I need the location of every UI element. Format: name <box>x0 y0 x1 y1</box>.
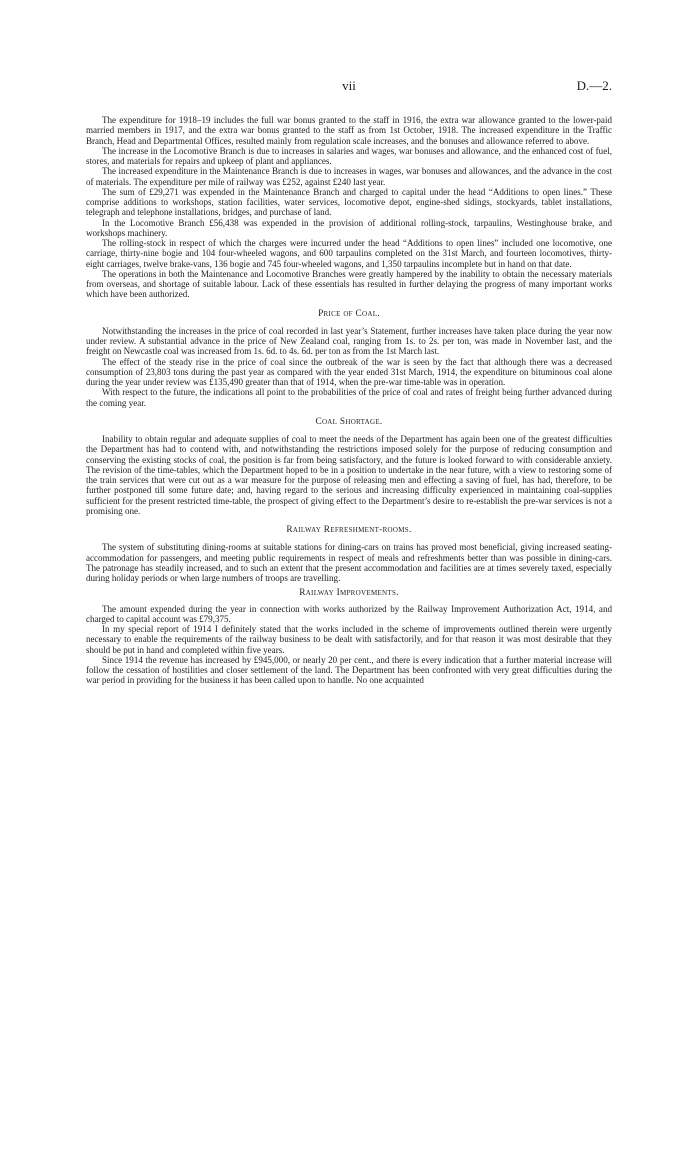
paragraph: Inability to obtain regular and adequate supplies of coal to meet the needs of the Department has again been one of the greatest difficulties the Department has had to contend with, and notwithstanding the restrictions imposed solely for the purpose of reducing consumption and conserving the existing stocks of coal, the position is far from being satisfactory, and the future is looked forward to with considerable anxiety. The revision of the time-tables, which the Department hoped to be in a position to undertake in the near future, with a view to restoring some of the train services that were cut out as a war measure for the purpose of releasing men and effecting a saving of fuel, has had, therefore, to be further postponed till some future date; and, having regard to the serious and increasing difficulty experienced in maintaining coal-supplies sufficient for the present restricted time-table, the prospect of giving effect to the Department’s desire to re-establish the pre-war services is not a promising one. <box>86 434 612 516</box>
paragraph: Notwithstanding the increases in the price of coal recorded in last year’s Statement, further increases have taken place during the year now under review. A substantial advance in the price of New Zealand coal, ranging from 1s. to 2s. per ton, was made in November last, and the freight on Newcastle coal was increased from 1s. 6d. to 4s. 6d. per ton as from the 1st March last. <box>86 325 612 357</box>
paragraph: In the Locomotive Branch £56,438 was expended in the provision of additional rolling-stock, tarpaulins, Westinghouse brake, and workshops machinery. <box>86 217 612 238</box>
section-heading: Price of Coal. <box>318 308 380 319</box>
refreshment-rooms-section <box>86 525 612 583</box>
paragraph: With respect to the future, the indications all point to the probabilities of the price of coal and rates of freight being further advanced during the coming year. <box>86 387 612 408</box>
page-number: vii <box>342 78 356 93</box>
section-heading: Coal Shortage. <box>315 416 383 427</box>
paragraph: The effect of the steady rise in the price of coal since the outbreak of the war is seen by the fact that although there was a decreased consumption of 23,803 tons during the past year as compared with the year ended 31st March, 1914, the expenditure on bituminous coal alone during the year under review was £135,490 greater than that of 1914, when the pre-war time-table was in operation. <box>86 356 612 387</box>
paragraph: The system of substituting dining-rooms at suitable stations for dining-cars on trains has proved most beneficial, giving increased seating-accommodation for passengers, and meeting public requirements in respect of meals and refreshments better than was possible in dining-cars. The patronage has steadily increased, and to such an extent that the present accommodation and facilities are at times severely taxed, especially during holiday periods or when large numbers of troops are travelling. <box>86 542 612 583</box>
paragraph: The amount expended during the year in connection with works authorized by the Railway Improvement Authorization Act, 1914, and charged to capital account was £79,375. <box>86 603 612 624</box>
document-body <box>86 115 612 686</box>
price-of-coal-section <box>86 309 612 408</box>
paragraph: In my special report of 1914 I definitely stated that the works included in the scheme of improvements outlined therein were urgently necessary to enable the requirements of the railway business to be dealt with satisfactorily, and for that reason it was most desirable that they should be put in hand and completed within five years. <box>86 624 612 655</box>
paragraph: The sum of £29,271 was expended in the Maintenance Branch and charged to capital under the head “Additions to open lines.” These comprise additions to workshops, station facilities, water services, locomotive depot, engine-shed sidings, stockyards, tablet installations, telegraph and telephone installations, bridges, and purchase of land. <box>86 186 612 218</box>
page-header <box>86 78 612 94</box>
paragraph: The operations in both the Maintenance and Locomotive Branches were greatly hampered by the inability to obtain the necessary materials from overseas, and shortage of suitable labour. Lack of these essentials has resulted in further delaying the progress of many important works which have been authorized. <box>86 268 612 300</box>
paragraph: Since 1914 the revenue has increased by £945,000, or nearly 20 per cent., and there is every indication that a further material increase will follow the cessation of hostilities and closer settlement of the land. The Department has been confronted with very great difficulties during the war period in providing for the business it has been called upon to handle. No one acquainted <box>86 654 612 686</box>
railway-improvements-section <box>86 588 612 685</box>
document-reference: D.—2. <box>576 78 612 93</box>
paragraph: The rolling-stock in respect of which the charges were incurred under the head “Additions to open lines” included one locomotive, one carriage, thirty-nine bogie and 104 four-wheeled wagons, and 600 tarpaulins completed on the 31st March, and fourteen locomotives, thirty-eight carriages, twelve brake-vans, 136 bogie and 745 four-wheeled wagons, and 1,350 tarpaulins incomplete but in hand on that date. <box>86 238 612 269</box>
paragraph: The increased expenditure in the Maintenance Branch is due to increases in wages, war bonuses and allowances, and the advance in the cost of materials. The expenditure per mile of railway was £252, against £240 last year. <box>86 166 612 187</box>
paragraph: The increase in the Locomotive Branch is due to increases in salaries and wages, war bonuses and allowance, and the enhanced cost of fuel, stores, and materials for repairs and upkeep of plant and appliances. <box>86 145 612 166</box>
section-heading: Railway Refreshment-rooms. <box>286 525 412 535</box>
coal-shortage-section <box>86 417 612 516</box>
intro-section <box>86 115 612 300</box>
paragraph: The expenditure for 1918–19 includes the full war bonus granted to the staff in 1916, the extra war allowance granted to the lower-paid married members in 1917, and the extra war bonus granted to the staff as from 1st October, 1918. The increased expenditure in the Traffic Branch, Head and Departmental Offices, resulted mainly from regulation scale increases, and the bonuses and allowance referred to above. <box>86 115 612 146</box>
section-heading: Railway Improvements. <box>299 588 399 599</box>
